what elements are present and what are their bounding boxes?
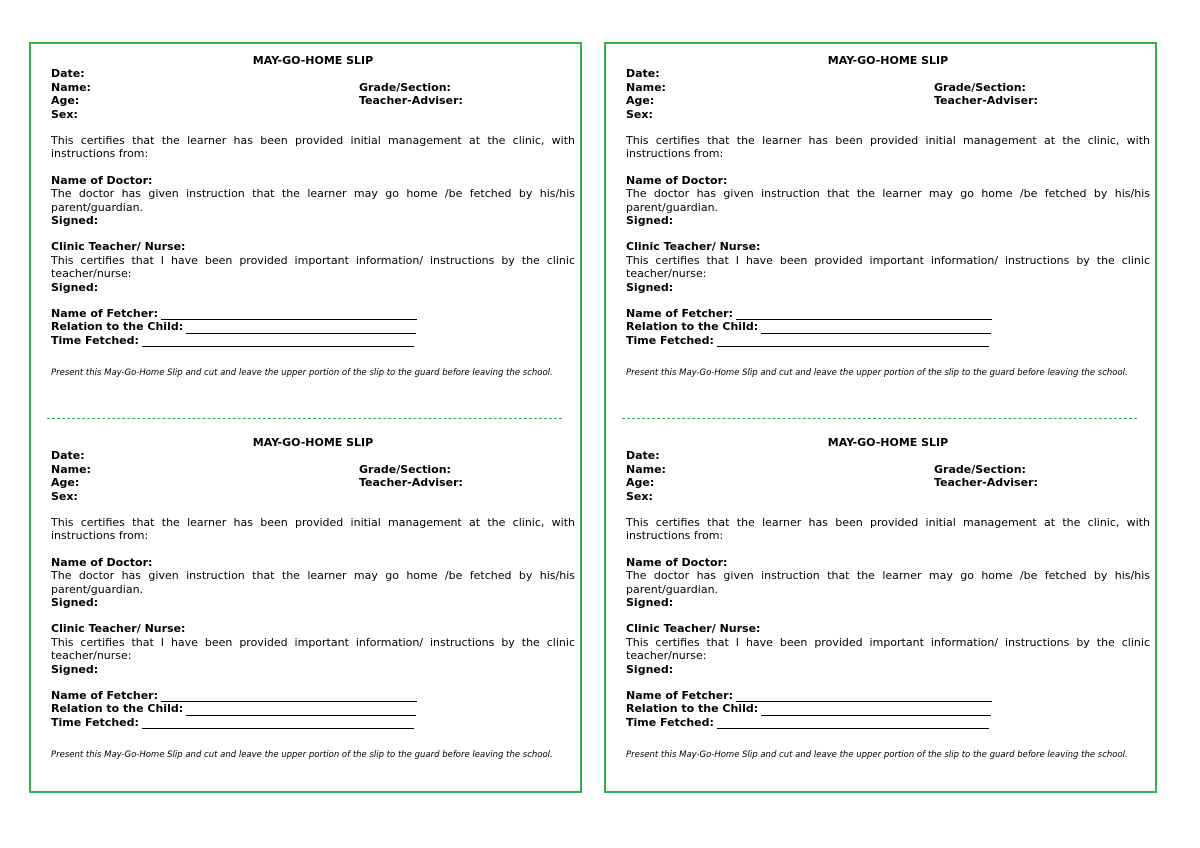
time-blank-line (142, 717, 414, 729)
doctor-text: The doctor has given instruction that the learner may go home /be fetched by his/his parent/guardian. (51, 187, 575, 214)
sex-row (626, 108, 1150, 121)
doctor-text: The doctor has given instruction that the learner may go home /be fetched by his/his parent/guardian. (626, 569, 1150, 596)
date-label: Date: (626, 67, 660, 81)
name-label: Name: (51, 462, 91, 476)
time-blank-line (717, 335, 989, 347)
teacher-adviser-label: Teacher-Adviser: (934, 94, 1038, 108)
doctor-text: The doctor has given instruction that the learner may go home /be fetched by his/his parent/guardian. (51, 569, 575, 596)
slip-note: Present this May-Go-Home Slip and cut and leave the upper portion of the slip to the guard before leaving the school. (626, 750, 1128, 761)
time-label: Time Fetched: (51, 333, 139, 347)
age-label: Age: (51, 476, 80, 490)
certify-text: This certifies that the learner has been provided initial management at the clinic, with instructions from: (51, 515, 575, 543)
age-label: Age: (51, 94, 80, 108)
relation-label: Relation to the Child: (626, 702, 759, 716)
name-label: Name: (626, 80, 666, 94)
slip-title: MAY-GO-HOME SLIP (252, 436, 374, 449)
doctor-heading: Name of Doctor: (626, 555, 728, 569)
name-row (626, 463, 1150, 476)
age-label: Age: (626, 476, 655, 490)
certify-text: This certifies that the learner has been provided initial management at the clinic, with instructions from: (626, 133, 1150, 161)
relation-label: Relation to the Child: (626, 320, 759, 334)
fetcher-field (51, 689, 575, 702)
sex-row (51, 108, 575, 121)
age-row (626, 94, 1150, 107)
slip-title: MAY-GO-HOME SLIP (252, 54, 374, 67)
time-label: Time Fetched: (51, 715, 139, 729)
sex-label: Sex: (51, 107, 78, 121)
slip-panel-right (604, 42, 1157, 793)
nurse-heading: Clinic Teacher/ Nurse: (51, 240, 186, 254)
date-label: Date: (51, 449, 85, 463)
relation-label: Relation to the Child: (51, 702, 184, 716)
sex-label: Sex: (626, 107, 653, 121)
relation-label: Relation to the Child: (51, 320, 184, 334)
grade-section-label: Grade/Section: (359, 462, 451, 476)
name-label: Name: (51, 80, 91, 94)
nurse-heading: Clinic Teacher/ Nurse: (51, 622, 186, 636)
time-label: Time Fetched: (626, 333, 714, 347)
may-go-home-slip (626, 54, 1150, 380)
nurse-heading: Clinic Teacher/ Nurse: (626, 622, 761, 636)
time-blank-line (142, 335, 414, 347)
time-field (51, 334, 575, 347)
may-go-home-slip (51, 436, 575, 762)
fetcher-field (626, 689, 1150, 702)
name-row (51, 81, 575, 94)
doctor-text: The doctor has given instruction that the learner may go home /be fetched by his/his parent/guardian. (626, 187, 1150, 214)
time-field (626, 716, 1150, 729)
nurse-text: This certifies that I have been provided important information/ instructions by the clinic teacher/nurse: (51, 635, 575, 663)
fetcher-field (51, 307, 575, 320)
sex-row (51, 490, 575, 503)
time-label: Time Fetched: (626, 715, 714, 729)
date-row (626, 449, 1150, 462)
slip-title: MAY-GO-HOME SLIP (827, 436, 949, 449)
nurse-signed-label: Signed: (51, 280, 99, 294)
name-label: Name: (626, 462, 666, 476)
date-label: Date: (626, 449, 660, 463)
doctor-signed-label: Signed: (51, 214, 99, 227)
nurse-signed-label: Signed: (51, 662, 99, 676)
fetcher-label: Name of Fetcher: (626, 307, 733, 321)
age-row (51, 94, 575, 107)
grade-section-label: Grade/Section: (934, 462, 1026, 476)
fetcher-field (626, 307, 1150, 320)
relation-blank-line (186, 322, 416, 334)
fetcher-blank-line (736, 308, 992, 320)
certify-text: This certifies that the learner has been provided initial management at the clinic, with instructions from: (51, 133, 575, 161)
doctor-signed-label: Signed: (626, 214, 674, 227)
nurse-text: This certifies that I have been provided important information/ instructions by the clinic teacher/nurse: (626, 253, 1150, 281)
teacher-adviser-label: Teacher-Adviser: (359, 94, 463, 108)
relation-blank-line (761, 704, 991, 716)
slip-note: Present this May-Go-Home Slip and cut and leave the upper portion of the slip to the guard before leaving the school. (51, 750, 553, 761)
sex-label: Sex: (626, 489, 653, 503)
relation-field (626, 320, 1150, 333)
nurse-signed-label: Signed: (626, 280, 674, 294)
fetcher-blank-line (736, 690, 992, 702)
relation-blank-line (186, 704, 416, 716)
teacher-adviser-label: Teacher-Adviser: (359, 476, 463, 490)
fetcher-blank-line (161, 308, 417, 320)
fetcher-label: Name of Fetcher: (51, 689, 158, 703)
relation-field (626, 702, 1150, 715)
doctor-heading: Name of Doctor: (626, 173, 728, 187)
date-row (51, 449, 575, 462)
doctor-signed-label: Signed: (626, 596, 674, 609)
teacher-adviser-label: Teacher-Adviser: (934, 476, 1038, 490)
slip-note: Present this May-Go-Home Slip and cut and leave the upper portion of the slip to the guard before leaving the school. (51, 368, 553, 379)
cut-line (622, 418, 1137, 419)
date-row (51, 67, 575, 80)
relation-field (51, 320, 575, 333)
date-label: Date: (51, 67, 85, 81)
grade-section-label: Grade/Section: (934, 80, 1026, 94)
nurse-signed-label: Signed: (626, 662, 674, 676)
nurse-heading: Clinic Teacher/ Nurse: (626, 240, 761, 254)
slip-note: Present this May-Go-Home Slip and cut and leave the upper portion of the slip to the guard before leaving the school. (626, 368, 1128, 379)
slip-title: MAY-GO-HOME SLIP (827, 54, 949, 67)
cut-line (47, 418, 562, 419)
age-row (626, 476, 1150, 489)
sex-label: Sex: (51, 489, 78, 503)
sex-row (626, 490, 1150, 503)
doctor-signed-label: Signed: (51, 596, 99, 609)
age-label: Age: (626, 94, 655, 108)
relation-blank-line (761, 322, 991, 334)
date-row (626, 67, 1150, 80)
relation-field (51, 702, 575, 715)
may-go-home-slip (626, 436, 1150, 762)
fetcher-label: Name of Fetcher: (626, 689, 733, 703)
certify-text: This certifies that the learner has been provided initial management at the clinic, with instructions from: (626, 515, 1150, 543)
doctor-heading: Name of Doctor: (51, 555, 153, 569)
time-field (51, 716, 575, 729)
doctor-heading: Name of Doctor: (51, 173, 153, 187)
time-blank-line (717, 717, 989, 729)
may-go-home-slip (51, 54, 575, 380)
slip-panel-left (29, 42, 582, 793)
nurse-text: This certifies that I have been provided important information/ instructions by the clinic teacher/nurse: (626, 635, 1150, 663)
name-row (626, 81, 1150, 94)
nurse-text: This certifies that I have been provided important information/ instructions by the clinic teacher/nurse: (51, 253, 575, 281)
fetcher-blank-line (161, 690, 417, 702)
grade-section-label: Grade/Section: (359, 80, 451, 94)
fetcher-label: Name of Fetcher: (51, 307, 158, 321)
name-row (51, 463, 575, 476)
time-field (626, 334, 1150, 347)
age-row (51, 476, 575, 489)
